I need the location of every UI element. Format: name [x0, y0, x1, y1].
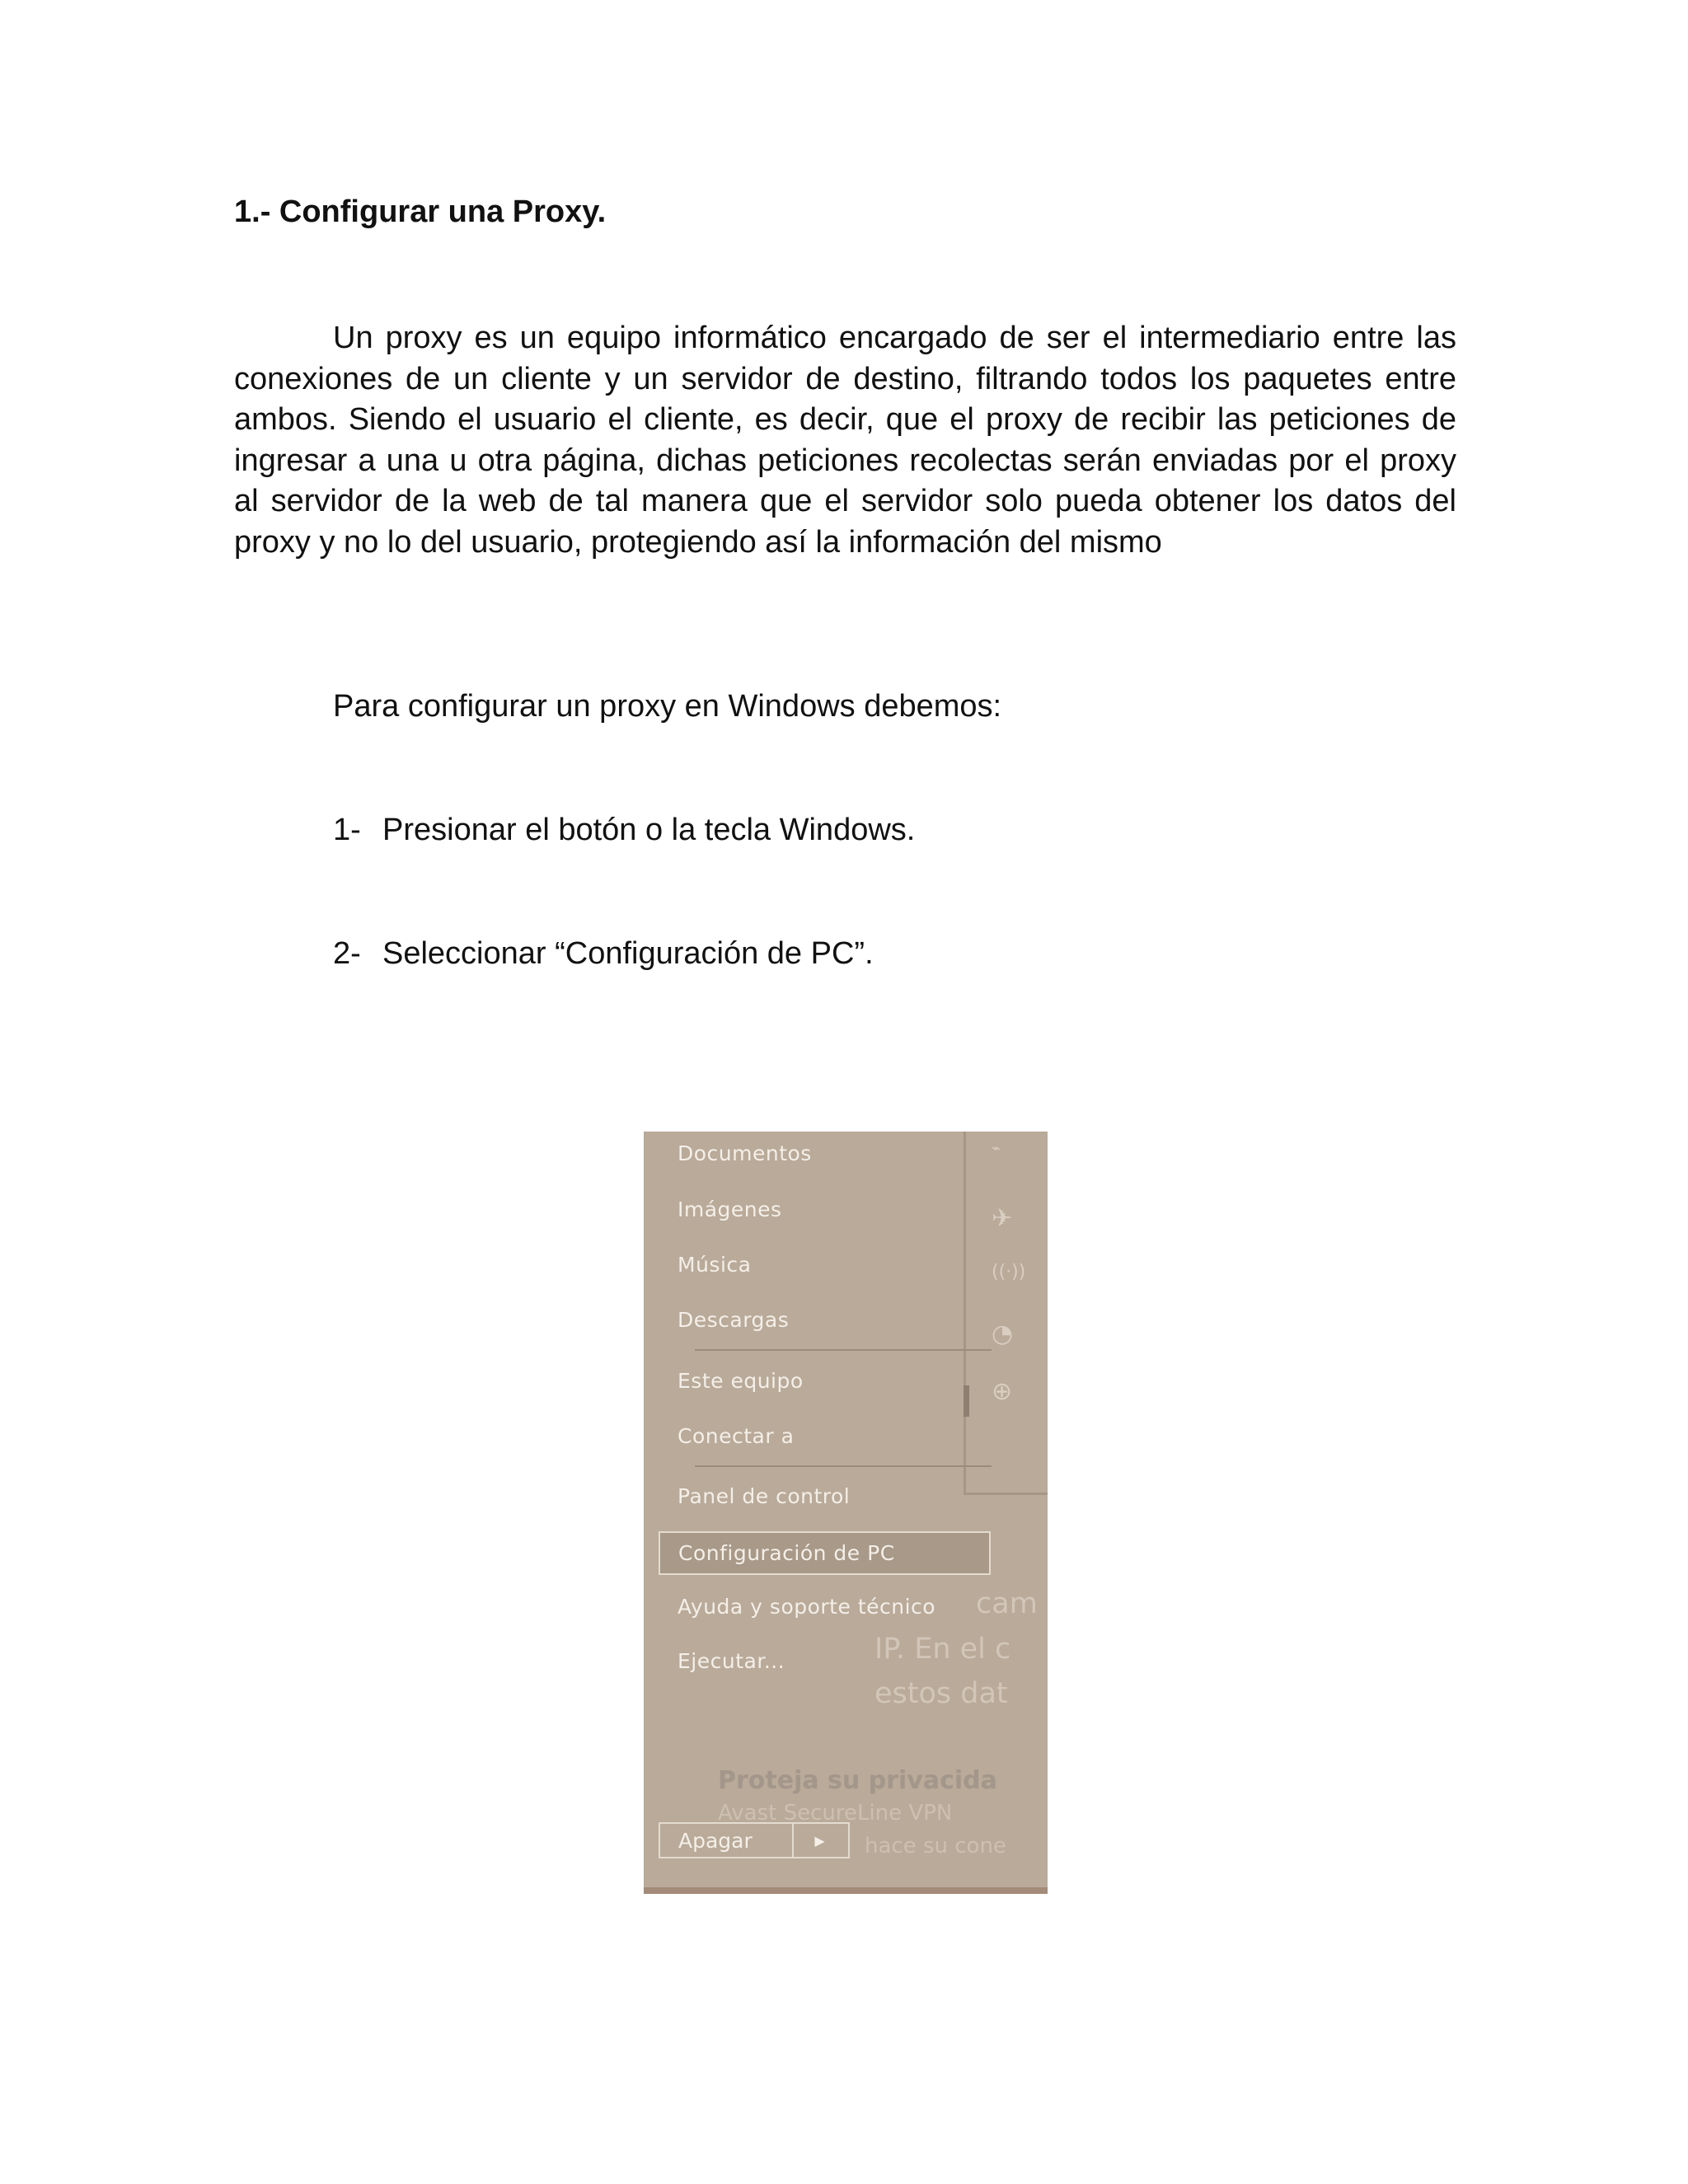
step-text: Presionar el botón o la tecla Windows. — [382, 813, 916, 847]
background-text: cam — [976, 1587, 1038, 1620]
tiles-panel — [964, 1132, 1048, 1495]
page-title: 1.- Configurar una Proxy. — [234, 194, 607, 229]
background-text: estos dat — [874, 1677, 1008, 1710]
menu-item-conectar-a[interactable]: Conectar a — [678, 1424, 795, 1448]
start-menu-screenshot — [644, 1132, 1048, 1894]
menu-item-ejecutar[interactable]: Ejecutar... — [678, 1649, 785, 1673]
background-text: IP. En el c — [874, 1633, 1011, 1666]
globe-icon[interactable]: ⊕ — [992, 1377, 1013, 1406]
menu-separator — [695, 1349, 992, 1351]
step-number: 2- — [333, 936, 361, 971]
wireless-icon[interactable]: ((·)) — [992, 1262, 1026, 1282]
power-options-icon[interactable]: ▶ — [792, 1824, 846, 1857]
menu-item-imagenes[interactable]: Imágenes — [678, 1197, 782, 1221]
step-2 — [333, 936, 874, 972]
background-subtext: Avast SecureLine VPN — [718, 1801, 953, 1825]
step-number: 1- — [333, 813, 361, 847]
background-heading: Proteja su privacida — [718, 1766, 997, 1795]
network-icon[interactable]: ⌁ — [992, 1140, 1001, 1157]
menu-item-panel-de-control[interactable]: Panel de control — [678, 1484, 851, 1508]
menu-item-este-equipo[interactable]: Este equipo — [678, 1369, 804, 1393]
intro-paragraph: Un proxy es un equipo informático encargado de ser el intermediario entre las conexiones de un cliente y un servidor de destino, filtrando todos los paquetes entre ambos. Siendo el usuario el cliente, es decir, que el proxy de recibir las peticiones de ingresar a una u otra página, dichas peticiones recolectas serán enviadas por el proxy al servidor de la web de tal manera que el servidor solo pueda obtener los datos del proxy y no lo del usuario, protegiendo así la información del mismo — [234, 321, 1456, 560]
chart-icon[interactable]: ◔ — [992, 1319, 1014, 1348]
menu-item-documentos[interactable]: Documentos — [678, 1141, 812, 1165]
power-button[interactable]: Apagar — [678, 1829, 753, 1853]
step-text: Seleccionar “Configuración de PC”. — [382, 936, 874, 971]
menu-separator — [695, 1465, 992, 1467]
airplane-icon[interactable]: ✈ — [992, 1204, 1013, 1233]
scrollbar[interactable] — [964, 1385, 969, 1417]
background-subtext: hace su cone — [865, 1834, 1006, 1858]
power-button-group — [659, 1822, 850, 1858]
instructions-lead: Para configurar un proxy en Windows debemos: — [333, 689, 1002, 724]
menu-item-configuracion-de-pc[interactable]: Configuración de PC — [659, 1531, 991, 1575]
step-1 — [333, 813, 915, 848]
menu-item-descargas[interactable]: Descargas — [678, 1308, 790, 1332]
menu-item-ayuda[interactable]: Ayuda y soporte técnico — [678, 1595, 936, 1619]
bottom-edge — [644, 1887, 1048, 1894]
menu-item-musica[interactable]: Música — [678, 1253, 752, 1277]
